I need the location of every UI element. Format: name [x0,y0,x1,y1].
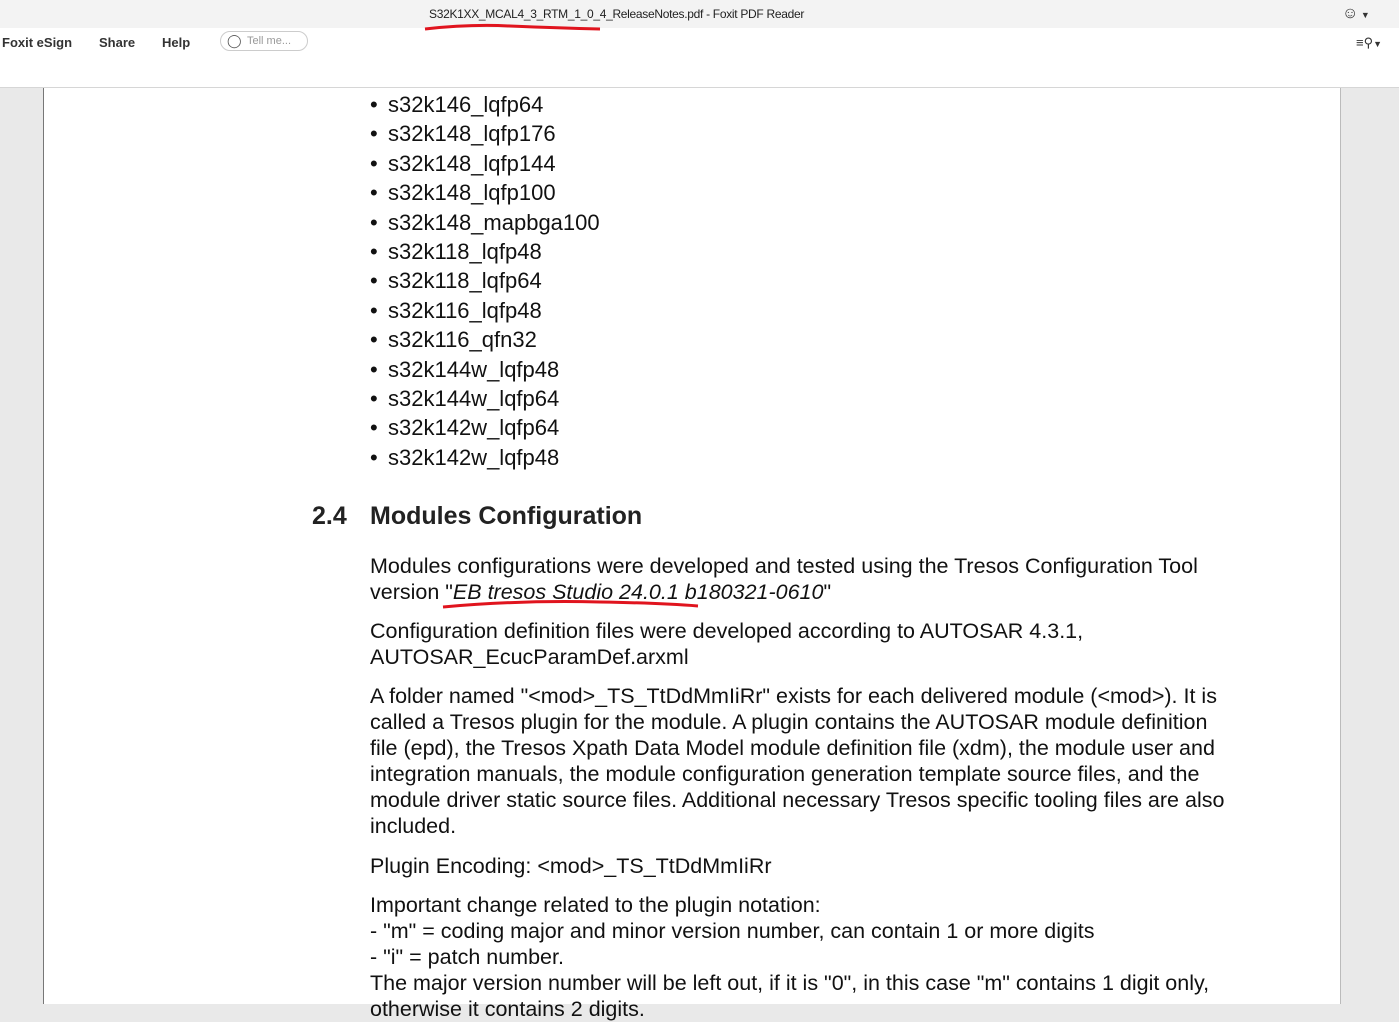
bullet-icon: • [370,239,378,264]
bullet-text: s32k148_lqfp176 [388,121,556,147]
text-line: - "m" = coding major and minor version number, can contain 1 or more digits [370,919,1095,943]
find-view-icon[interactable]: ≡⚲▼ [1356,35,1383,50]
bullet-text: s32k118_lqfp64 [388,268,542,294]
bullet-icon: • [370,356,378,382]
tell-me-input[interactable] [220,31,308,51]
paragraph-plugin-folder: A folder named "<mod>_TS_TtDdMmIiRr" exists for each delivered module (<mod>). It is called a Tresos plugin for the module. A plugin contains the AUTOSAR module definition file (epd), the Tresos Xpath Data Model module definition file (xdm), the module user and integration manuals, the module configuration generation template source files, and the module driver static source files. Additional necessary Tresos specific tooling files are also included. [370,684,1225,838]
bullet-item [370,415,559,441]
bullet-text: s32k118_lqfp48 [388,239,542,264]
bullet-icon: • [370,386,378,411]
section-number: 2.4 [312,502,347,530]
menu-share[interactable]: Share [99,35,136,50]
bullet-icon: • [370,180,378,206]
menu-bar [0,28,1399,88]
bullet-icon: • [370,209,378,235]
bullet-text: s32k144w_lqfp48 [388,356,560,382]
text-line: otherwise it contains 2 digits. [370,997,645,1021]
text: " [823,580,832,604]
section-title: Modules Configuration [370,502,643,530]
pdf-page [43,88,1341,1021]
paragraph-config-definition: Configuration definition files were developed according to AUTOSAR 4.3.1, AUTOSAR_EcucParamDef.arxml [370,619,1084,669]
text-line: - "i" = patch number. [370,945,564,969]
bullet-text: s32k144w_lqfp64 [388,386,560,411]
tool-version: EB tresos Studio 24.0.1 b180321-0610 [452,580,824,604]
bullet-item [370,298,542,324]
bullet-icon: • [370,121,378,147]
bullet-item [370,210,600,236]
window-title: S32K1XX_MCAL4_3_RTM_1_0_4_ReleaseNotes.pdf - Foxit PDF Reader [429,7,805,21]
bullet-item [370,268,542,294]
account-icon[interactable]: ☺ ▼ [1342,5,1370,22]
bullet-item [370,386,559,412]
tell-me-placeholder: Tell me... [247,35,292,47]
bullet-item [370,327,537,353]
bullet-icon: • [370,92,378,117]
title-bar [0,0,1399,28]
menu-help[interactable]: Help [162,35,191,50]
paragraph-tool-version [370,553,1250,605]
bullet-text: s32k142w_lqfp48 [388,444,560,470]
text-line: The major version number will be left out, if it is "0", in this case "m" contains 1 digit only, [370,971,1210,995]
bullet-item [370,445,559,471]
bullet-item [370,121,556,147]
bullet-icon: • [370,268,378,294]
bullet-item [370,151,556,177]
text: Modules configurations were developed and tested using the Tresos Configuration Tool version " [370,554,1198,604]
bullet-item [370,239,542,265]
menu-foxit-esign[interactable]: Foxit eSign [2,35,73,50]
bullet-text: s32k148_lqfp144 [388,150,556,176]
paragraph-plugin-encoding: Plugin Encoding: <mod>_TS_TtDdMmIiRr [370,854,772,878]
bullet-item [370,92,543,118]
bullet-icon: • [370,415,378,441]
bullet-item [370,180,556,206]
bullet-text: s32k146_lqfp64 [388,92,544,117]
bullet-item [370,357,559,383]
bullet-icon: • [370,297,378,323]
bullet-icon: • [370,327,378,353]
bullet-icon: • [370,150,378,176]
bullet-icon: • [370,444,378,470]
text-line: Important change related to the plugin notation: [370,893,821,917]
bullet-text: s32k116_lqfp48 [388,297,542,323]
lightbulb-icon: ◯ [227,33,242,48]
bullet-text: s32k148_lqfp100 [388,180,556,206]
bullet-text: s32k116_qfn32 [388,327,537,353]
bullet-text: s32k148_mapbga100 [388,209,600,235]
section-heading [312,502,642,531]
bullet-text: s32k142w_lqfp64 [388,415,560,441]
paragraph-plugin-notation [370,892,1250,1022]
